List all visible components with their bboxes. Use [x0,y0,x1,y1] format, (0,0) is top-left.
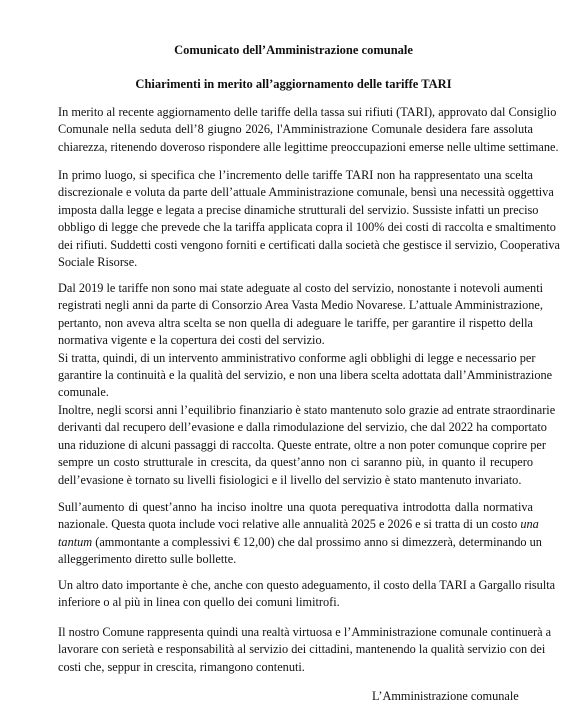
paragraph-tariff-history [58,280,553,402]
text-line: In primo luogo, si specifica che l’incremento delle tariffe TARI non ha rappresentato una scelta [58,168,533,182]
text-line: dei rifiuti. Suddetti costi vengono forniti e certificati dalla società che gestisce il servizio, Cooperativa [58,237,560,252]
text-line: una riduzione di alcuni passaggi di raccolta. Queste entrate, oltre a non poter comunque coprire per [58,437,546,452]
text-line: Si tratta, quindi, di un intervento amministrativo conforme agli obblighi di legge e necessario per [58,350,536,365]
text-line: inferiore o al più in linea con quello dei comuni limitrofi. [58,595,340,610]
text-line: comunale. [58,385,109,400]
paragraph-cost-comparison [58,577,556,612]
text-line [58,534,542,551]
text-line: alleggerimento diretto sulle bollette. [58,552,237,567]
paragraph-financial-balance [58,402,556,489]
paragraph-equalization-quota [58,499,542,569]
italic-text: una [520,517,539,532]
text-segment: nazionale. Questa quota include voci relative alle annualità 2025 e 2026 e si tratta di un costo [58,517,521,532]
text-segment: (ammontante a complessivi € 12,00) che dal prossimo anno si dimezzerà, determinando un [92,534,542,549]
text-line: imposta dalla legge e legata a precise dinamiche strutturali del servizio. Sussiste infatti un preciso [58,202,539,217]
text-line: registrati negli anni da parte di Consorzio Area Vasta Medio Novarese. L’attuale Amministrazione, [58,298,543,313]
text-line: discrezionale e voluta da parte dell’attuale Amministrazione comunale, bensì una necessità oggettiva [58,185,554,200]
paragraph-legal-obligation [58,167,560,271]
text-line: obbligo di legge che prevede che la tariffa applicata copra il 100% dei costi di raccolta e smaltimento [58,220,556,235]
text-line: derivanti dal recupero dell’evasione e dalla rimodulazione del servizio, che dal 2022 ha comportato [58,420,547,435]
text-line: costi che, seppur in crescita, rimangono contenuti. [58,659,305,674]
text-line: Sull’aumento di quest’anno ha inciso inoltre una quota perequativa introdotta dalla normativa [58,500,533,514]
text-line: chiarezza, ritenendo doveroso rispondere alle legittime preoccupazioni emerse nelle ultime settimane. [58,139,559,154]
signature: L’Amministrazione comunale [372,689,519,703]
text-line: Dal 2019 le tariffe non sono mai state adeguate al costo del servizio, nonostante i notevoli aumenti [58,281,544,295]
text-line: dell’evasione è tornato su livelli fisiologici e il livello del servizio è stato mantenuto invariato. [58,472,522,487]
paragraph-conclusion [58,624,552,676]
document-title: Comunicato dell’Amministrazione comunale [174,43,413,57]
text-line: Il nostro Comune rappresenta quindi una realtà virtuosa e l’Amministrazione comunale continuerà a [58,625,552,639]
text-line: Inoltre, negli scorsi anni l’equilibrio finanziario è stato mantenuto solo grazie ad entrate straordinarie [58,403,556,417]
text-line: Comunale nella seduta dell’8 giugno 2026, l'Amministrazione Comunale desidera fare assoluta [58,122,533,137]
text-line: lavorare con serietà e responsabilità al servizio dei cittadini, mantenendo la qualità servizio con dei [58,642,546,657]
text-line: In merito al recente aggiornamento delle tariffe della tassa sui rifiuti (TARI), approvato dal Consiglio [58,105,557,119]
text-line: garantire la continuità e la qualità del servizio, e non una libera scelta adottata dall’Amministrazione [58,368,553,383]
italic-text: tantum [58,534,93,549]
text-line: Sociale Risorse. [58,255,138,270]
text-line: pertanto, non aveva altra scelta se non quella di adeguare le tariffe, per garantire il rispetto della [58,315,533,330]
text-line: Un altro dato importante è che, anche con questo adeguamento, il costo della TARI a Gargallo risulta [58,578,556,592]
text-line: sempre un costo strutturale in crescita, da quest’anno non ci saranno più, in quanto il recupero [58,455,533,470]
document-subtitle: Chiarimenti in merito all’aggiornamento delle tariffe TARI [135,77,452,91]
paragraph-intro [58,104,559,156]
text-line: normativa vigente e la copertura dei costi del servizio. [58,333,325,348]
text-line [58,516,539,533]
